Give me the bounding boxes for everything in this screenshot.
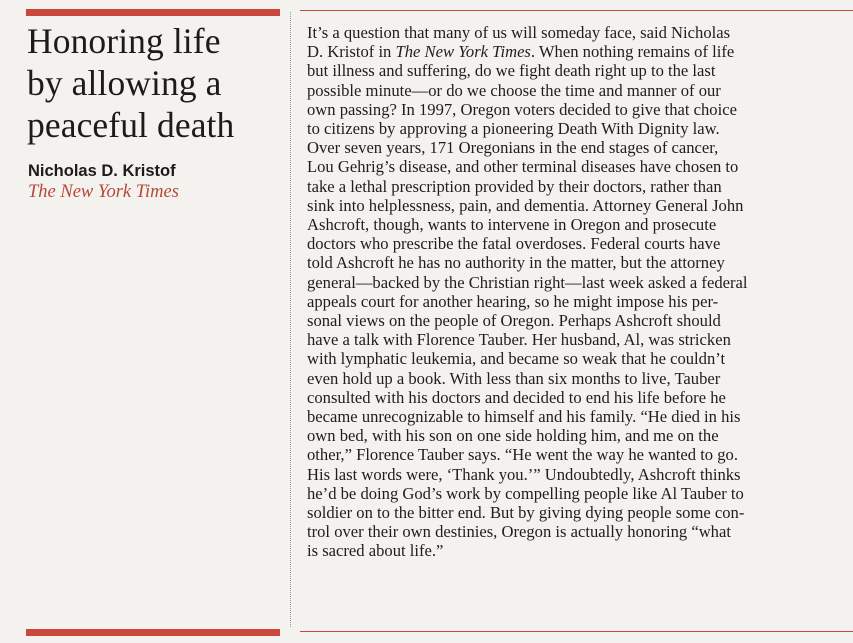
top-right-rule: [300, 10, 853, 11]
body-line: told Ashcroft he has no authority in the matter, but the attorney: [307, 253, 725, 273]
byline-source: The New York Times: [28, 182, 179, 202]
body-line: own passing? In 1997, Oregon voters decided to give that choice: [307, 99, 737, 119]
body-line: Lou Gehrig’s disease, and other terminal diseases have chosen to: [307, 157, 739, 177]
headline-line-3: peaceful death: [27, 105, 235, 145]
body-line: sink into helplessness, pain, and dementia. Attorney General John: [307, 195, 744, 215]
headline: [27, 20, 279, 146]
body-line: possible minute—or do we choose the time and manner of our: [307, 80, 721, 100]
body-line: have a talk with Florence Tauber. Her husband, Al, was stricken: [307, 330, 731, 350]
body-line: appeals court for another hearing, so he might impose his per-: [307, 291, 719, 311]
body-line: even hold up a book. With less than six months to live, Tauber: [307, 368, 721, 388]
body-line: general—backed by the Christian right—last week asked a federal: [307, 272, 748, 292]
body-line: but illness and suffering, do we fight death right up to the last: [307, 61, 716, 81]
bottom-left-red-rule: [26, 629, 280, 636]
body-line: other,” Florence Tauber says. “He went the way he wanted to go.: [307, 445, 738, 465]
headline-line-2: by allowing a: [27, 63, 222, 103]
article-body: [307, 23, 847, 561]
body-line: take a lethal prescription provided by their doctors, rather than: [307, 176, 722, 196]
body-line: Ashcroft, though, wants to intervene in Oregon and prosecute: [307, 215, 717, 235]
newspaper-name: The New York Times: [395, 42, 531, 62]
left-column: [0, 0, 282, 643]
body-line: Over seven years, 171 Oregonians in the end stages of cancer,: [307, 138, 719, 158]
body-line: sonal views on the people of Oregon. Perhaps Ashcroft should: [307, 311, 721, 331]
headline-line-1: Honoring life: [27, 21, 221, 61]
body-line: D. Kristof in The New York Times. When nothing remains of life: [307, 42, 735, 62]
body-line: doctors who prescribe the fatal overdoses. Federal courts have: [307, 234, 721, 254]
column-divider: [290, 12, 291, 627]
body-line: It’s a question that many of us will someday face, said Nicholas: [307, 23, 731, 42]
top-left-red-rule: [26, 9, 280, 16]
body-line: became unrecognizable to himself and his family. “He died in his: [307, 407, 741, 427]
body-line: is sacred about life.”: [307, 541, 444, 561]
body-line: he’d be doing God’s work by compelling people like Al Tauber to: [307, 483, 744, 503]
body-line: consulted with his doctors and decided to end his life before he: [307, 387, 726, 407]
body-line: trol over their own destinies, Oregon is actually honoring “what: [307, 522, 731, 542]
body-line: soldier on to the bitter end. But by giving dying people some con-: [307, 503, 745, 523]
body-line: His last words were, ‘Thank you.’” Undoubtedly, Ashcroft thinks: [307, 464, 741, 484]
bottom-right-rule: [300, 631, 853, 632]
body-line: to citizens by approving a pioneering Death With Dignity law.: [307, 119, 720, 139]
body-line: with lymphatic leukemia, and became so weak that he couldn’t: [307, 349, 726, 369]
byline-author: Nicholas D. Kristof: [28, 162, 176, 180]
body-line: own bed, with his son on one side holding him, and me on the: [307, 426, 719, 446]
